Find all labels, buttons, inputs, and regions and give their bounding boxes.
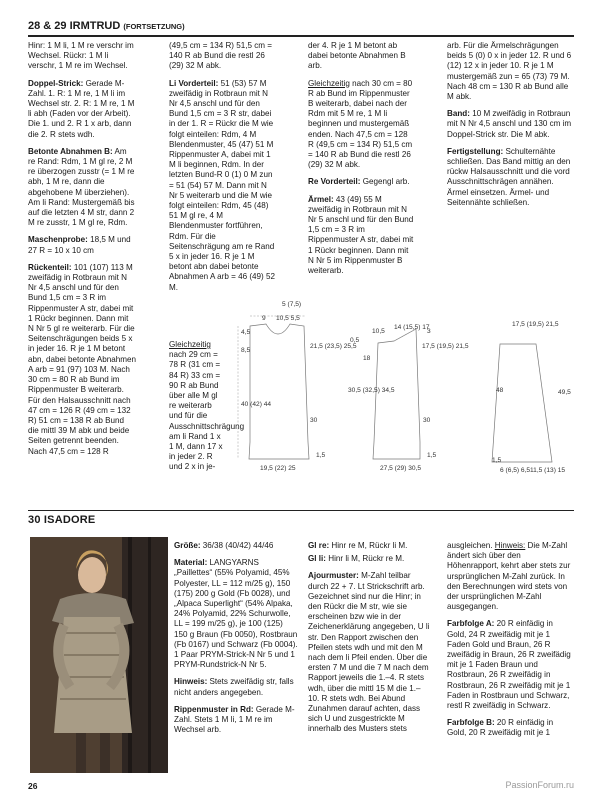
rueckenteil-continued: (49,5 cm = 134 R) 51,5 cm = 140 R ab Bund die restl 26 (29) 32 M abk. bbox=[169, 41, 273, 71]
header-note: (FORTSETZUNG) bbox=[123, 22, 185, 31]
front-right-small: 3 bbox=[427, 328, 431, 335]
front-bottom: 27,5 (29) 30,5 bbox=[380, 465, 422, 472]
col3-intro: der 4. R je 1 M betont ab dabei betonte Abnahmen B arb. bbox=[308, 41, 406, 71]
front-right1: 17,5 (19,5) 21,5 bbox=[422, 343, 469, 350]
material-paragraph: Material: LANGYARNS „Paillettes“ (55% Polyamid, 45% Polyester, LL = 112 m/25 g), 150 (175) 200 g Gold (Fb 0028), und „Alpaca Superlight“ (54% Alpaka, 24% Polyamid, 22% Schurwolle, LL = 199 m/25 g), je 100 (125) 150 g Braun (Fb 0050), Rostbraun (Fb 0167) und Schwarz (Fb 0004). 1 Paar PRYM-Strick-N Nr 5 und 1 PRYM-Rundstrick-N Nr 5. bbox=[174, 558, 298, 670]
watermark: PassionForum.ru bbox=[505, 780, 574, 790]
irmtrud-column-2 bbox=[169, 41, 277, 300]
header-title: IRMTRUD bbox=[69, 20, 121, 32]
irmtrud-column-2-narrow bbox=[169, 340, 245, 480]
isadore-column-1 bbox=[174, 541, 298, 742]
back-piece-schematic bbox=[238, 301, 360, 472]
back-left-h: 40 (42) 44 bbox=[241, 401, 272, 408]
sleeve-rib: 1,5 bbox=[492, 457, 502, 464]
back-neck-top: 5 (7,5) bbox=[282, 301, 302, 308]
gl-re-paragraph: Gl re: Hinr re M, Rückr li M. bbox=[308, 541, 408, 550]
sleeve-bottom-left: 6 (6,5) 6,5 bbox=[500, 467, 531, 474]
isadore-column-3 bbox=[447, 541, 574, 746]
back-neck-width: 10,5 5,5 bbox=[276, 315, 300, 322]
betonte-abnahmen-paragraph: Betonte Abnahmen B: Am re Rand: Rdm, 1 M gl re, 2 M re überzogen zusstr (= 1 M re abh, 1 M re, dann die abgehobene M überziehen). Am li Rand: Mustergemäß bis auf die letzten 4 M str, dann 2 M re zusstr, 1 M gl re, Rdm. bbox=[28, 146, 135, 228]
band-paragraph: Band: 10 M zweifädig in Rotbraun mit N Nr 4,5 anschl und 130 cm im Doppel-Strick str. Die M abk. bbox=[447, 109, 572, 139]
schematic-diagram bbox=[230, 296, 575, 492]
front-h0: 0,5 bbox=[350, 337, 360, 344]
doppel-strick-paragraph: Doppel-Strick: Gerade M-Zahl. 1. R: 1 M re, 1 M li im Wechsel str. 2. R: 1 M re, 1 M li abh (Faden vor der Arbeit). Die 1. und 2. R 1 x arb, dann die 2. R stets wdh. bbox=[28, 78, 135, 139]
irmtrud-column-4 bbox=[447, 41, 574, 215]
re-vorderteil-paragraph: Re Vorderteil: Gegengl arb. bbox=[308, 177, 410, 187]
maschenprobe-paragraph: Maschenprobe: 18,5 M und 27 R = 10 x 10 cm bbox=[28, 235, 131, 255]
hinr-rueckr-text: Hinr: 1 M li, 1 M re verschr im Wechsel. Rückr: 1 M li verschr, 1 M re im Wechsel. bbox=[28, 41, 134, 71]
farbfolge-a-paragraph: Farbfolge A: 20 R einfädig in Gold, 24 R zweifädig mit je 1 Faden Gold und Braun, 26 R zweifädig in Braun, 26 R zweifädig mit je 1 Faden Braun und Rostbraun, 26 R zweifädig in Rostbraun, 26 R zweifädig mit je 1 Faden in Rostbraun und Schwarz, restl R zweifädig in Schwarz. bbox=[447, 619, 571, 711]
isadore-col3-intro: ausgleichen. Hinweis: Die M-Zahl ändert sich über den Höhenrapport, kehrt aber stets zur ursprünglichen M-Zahl zurück. In den Berechnungen wird stets von der ursprünglichen M-Zahl ausgegangen. bbox=[447, 541, 571, 612]
isadore-number: 30 bbox=[28, 514, 41, 526]
back-bottom: 19,5 (22) 25 bbox=[260, 465, 296, 472]
back-side: 30 bbox=[310, 417, 318, 424]
front-neck: 14 (15,5) 17 bbox=[394, 324, 430, 331]
farbfolge-b-paragraph: Farbfolge B: 20 R einfädig in Gold, 20 R zweifädig mit je 1 bbox=[447, 718, 554, 738]
sleeve-h48: 48 bbox=[496, 387, 504, 394]
fertigstellung-paragraph: Fertigstellung: Schulternähte schließen. Das Band mittig an den rückw Halsausschnitt und die vord Ausschnittschrägen annähen. Ärmel einsetzen. Ärmel- und Seitennähte schließen. bbox=[447, 146, 571, 207]
front-rib: 1,5 bbox=[427, 452, 437, 459]
rueckenteil-paragraph: Rückenteil: 101 (107) 113 M zweifädig in Rotbraun mit N Nr 4,5 anschl und für den Bund 1,5 cm = 3 R im Rippenmuster A str, dabei mit 1 Rückr beginnen. Dann mit N Nr 5 gl re weiterarb. Für die Seitenschrägungen beids 5 x in jeder 16. R je 1 M betont abn, dabei betonte Abnahmen A arb = 91 (97) 103 M. Nach 30 cm = 80 R ab Bund im Rippenmuster B weiterarb. Für den Halsausschnitt nach 47 cm = 126 R (49 cm = 132 R) 51 cm = 138 R ab Bund die mittl 39 M abk und beide Seiten getrennt beenden. Nach 47,5 cm = 128 R bbox=[28, 262, 137, 456]
front-piece-schematic bbox=[348, 324, 469, 472]
sleeve-schematic bbox=[492, 321, 571, 474]
gl-li-paragraph: Gl li: Hinr li M, Rückr re M. bbox=[308, 554, 405, 564]
back-top-left: 9 bbox=[262, 315, 266, 322]
gleichzeitig-col3: Gleichzeitig nach 30 cm = 80 R ab Bund im Rippenmuster B weiterarb, dabei nach der Rdm mit 5 M re, 1 M li beginnen und mustergemäß enden. Nach 47,5 cm = 128 R (49,5 cm = 134 R) 51,5 cm = 140 R ab Bund die restl 26 (29) 32 M abk. bbox=[308, 78, 413, 170]
col4-intro: arb. Für die Ärmelschrägungen beids 5 (0) 0 x in jeder 12. R und 6 (12) 12 x in jeder 10. R je 1 M mustergemäß zun = 65 (73) 79 M. Nach 48 cm = 130 R ab Bund alle M abk. bbox=[447, 41, 572, 102]
hinweis-paragraph: Hinweis: Stets zweifädig str, falls nicht anders angegeben. bbox=[174, 677, 294, 697]
section-header-irmtrud bbox=[28, 20, 185, 32]
sleeve-top: 17,5 (19,5) 21,5 bbox=[512, 321, 559, 328]
gleichzeitig-paragraph: Gleichzeitig nach 29 cm = 78 R (31 cm = 84 R) 33 cm = 90 R ab Bund über alle M gl re weiterarb und für die Ausschnittschrägung am li Rand 1 x 1 M, dann 17 x in jeder 2. R und 2 x in je- bbox=[169, 340, 245, 472]
front-left-h: 30,5 (32,5) 34,5 bbox=[348, 387, 395, 394]
isadore-column-2 bbox=[308, 541, 430, 742]
back-h2: 8,5 bbox=[241, 347, 251, 354]
aermel-paragraph: Ärmel: 43 (49) 55 M zweifädig in Rotbraun mit N Nr 5 anschl und für den Bund 1,5 cm = 3 R im Rippenmuster A str, dabei mit 1 Rückr beginnen. Dann mit N Nr 5 im Rippenmuster B weiterarb. bbox=[308, 194, 414, 276]
back-rib: 1,5 bbox=[316, 452, 326, 459]
header-rule bbox=[28, 35, 574, 37]
isadore-rule bbox=[28, 510, 574, 511]
irmtrud-column-1 bbox=[28, 41, 136, 464]
front-side: 30 bbox=[423, 417, 431, 424]
header-number: 28 & 29 bbox=[28, 20, 67, 32]
front-shoulder: 10,5 bbox=[372, 328, 385, 335]
back-h1: 4,5 bbox=[241, 329, 251, 336]
groesse-paragraph: Größe: 36/38 (40/42) 44/46 bbox=[174, 541, 274, 550]
isadore-title: ISADORE bbox=[43, 514, 96, 526]
section-header-isadore bbox=[28, 514, 95, 526]
rippenmuster-paragraph: Rippenmuster in Rd: Gerade M-Zahl. Stets 1 M li, 1 M re im Wechsel arb. bbox=[174, 704, 295, 735]
model-photo bbox=[30, 537, 168, 773]
sleeve-bottom-mid: 11,5 (13) 15 bbox=[530, 467, 566, 474]
page-number: 26 bbox=[28, 781, 38, 791]
back-right1: 21,5 (23,5) 25,5 bbox=[310, 343, 357, 350]
li-vorderteil-paragraph: Li Vorderteil: 51 (53) 57 M zweifädig in Rotbraun mit N Nr 4,5 anschl und für den Bund 1,5 cm = 3 R str, dabei in der 1. R = Rückr die M wie folgt einteilen: Rdm, 4 M Blendenmuster, 45 (47) 51 M Rippenmuster A, dabei mit 1 M li beginnen, Rdm. In der letzten Bund-R 0 (1) 0 M zun = 51 (54) 57 M. Dann mit N Nr 5 weiterarb und die M wie folgt einteilen: Rdm, 45 (48) 51 M gl re, 4 M Blendenmuster fortführen, Rdm. Für die Seitenschrägung am re Rand 5 x in jeder 16. R je 1 M betont abn dabei betonte Abnahmen A arb = 46 (49) 52 M. bbox=[169, 78, 275, 292]
sleeve-total: 49,5 bbox=[558, 389, 571, 396]
irmtrud-column-3 bbox=[308, 41, 415, 283]
front-h18: 18 bbox=[363, 355, 371, 362]
ajourmuster-paragraph: Ajourmuster: M-Zahl teilbar durch 22 + 7. Lt Strickschrift arb. Gezeichnet sind nur die Hinr; in den Rückr die M str, wie sie erscheinen bzw wie in der Zeichenerklärung angegeben, U li str. Den Rapport zwischen den Pfeilen stets wdh und mit den M nach dem li Pfeil enden. Über die ersten 7 M und die 7 M nach dem Rapport jeweils die 1.–4. R stets wdh, über die mittl 15 M die 1.–10. R stets wdh. Bei Abund Zunahmen darauf achten, dass sich U und zusgestrickte M innerhalb des Musters stets bbox=[308, 571, 430, 734]
